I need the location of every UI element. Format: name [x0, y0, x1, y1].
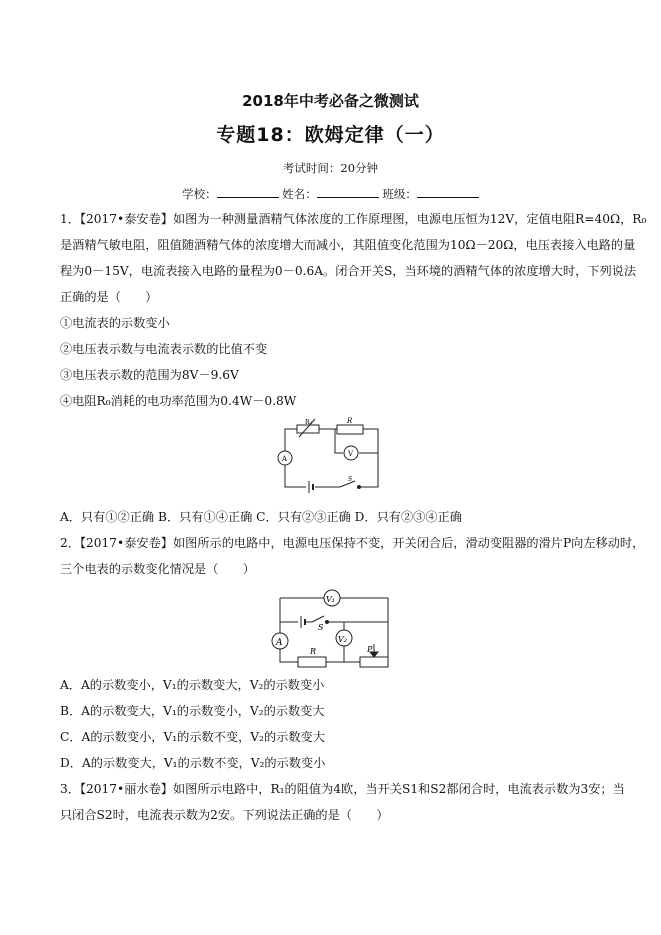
q1-r-label: R	[347, 417, 353, 425]
school-blank	[217, 185, 279, 198]
q1-voltmeter-label: V	[348, 450, 354, 458]
q1-line-2: 是酒精气敏电阻，阻值随酒精气体的浓度增大而减小，其阻值变化范围为10Ω－20Ω，电压表接入电路的量	[60, 238, 636, 252]
q3-line-1: 3．【2017•丽水卷】如图所示电路中，R₁的阻值为4欧，当开关S1和S2都闭合时，电流表示数为3安；当	[60, 782, 625, 796]
q1-line-3: 程为0－15V，电流表接入电路的量程为0－0.6A。闭合开关S，当环境的酒精气体的浓度增大时，下列说法	[60, 264, 637, 278]
q1-switch-label: S	[348, 476, 353, 483]
name-label: 姓名：	[282, 187, 317, 201]
q2-line-2: 三个电表的示数变化情况是（ ）	[60, 562, 255, 576]
q1-line-4: 正确的是（ ）	[60, 290, 158, 304]
q2-r-label: R	[310, 647, 317, 656]
q1-ammeter-label: A	[282, 455, 288, 463]
q1-circuit-diagram	[275, 415, 390, 495]
q2-option-a: A．A的示数变小，V₁的示数变大，V₂的示数变小	[60, 678, 325, 692]
name-blank	[317, 185, 379, 198]
q1-item-3: ③电压表示数的范围为8V－9.6V	[60, 368, 239, 382]
q1-item-2: ②电压表示数与电流表示数的比值不变	[60, 342, 268, 356]
q2-circuit-diagram	[268, 582, 398, 672]
q1-line-1: 1．【2017•泰安卷】如图为一种测量酒精气体浓度的工作原理图，电源电压恒为12V，定值电阻R=40Ω，R₀	[60, 212, 647, 226]
q2-line-1: 2．【2017•泰安卷】如图所示的电路中，电源电压保持不变，开关闭合后，滑动变阻器的滑片P向左移动时，	[60, 536, 645, 550]
q2-ammeter-label: A	[276, 638, 283, 648]
exam-time: 考试时间：20分钟	[282, 161, 379, 175]
q2-v1-label: V₁	[326, 595, 335, 604]
q2-option-d: D．A的示数变大，V₁的示数不变，V₂的示数变小	[60, 756, 326, 770]
q1-item-1: ①电流表的示数变小	[60, 316, 170, 330]
doc-title: 2018年中考必备之微测试	[242, 92, 419, 110]
q2-p-label: P	[367, 645, 373, 654]
q2-v2-label: V₂	[338, 635, 347, 644]
q1-r0-label: R₀	[305, 419, 312, 426]
q3-line-2: 只闭合S2时，电流表示数为2安。下列说法正确的是（ ）	[60, 808, 389, 822]
q1-options: A．只有①②正确 B．只有①④正确 C．只有②③正确 D．只有②③④正确	[60, 510, 462, 524]
school-label: 学校：	[182, 187, 217, 201]
q2-switch-label: S	[318, 623, 324, 632]
class-blank	[417, 185, 479, 198]
class-label: 班级：	[382, 187, 417, 201]
student-info-line	[0, 185, 661, 202]
doc-subtitle: 专题18：欧姆定律（一）	[216, 124, 445, 146]
q2-option-c: C．A的示数变小，V₁的示数不变，V₂的示数变大	[60, 730, 325, 744]
q1-item-4: ④电阻R₀消耗的电功率范围为0.4W－0.8W	[60, 394, 297, 408]
q2-option-b: B．A的示数变大，V₁的示数变小，V₂的示数变大	[60, 704, 325, 718]
